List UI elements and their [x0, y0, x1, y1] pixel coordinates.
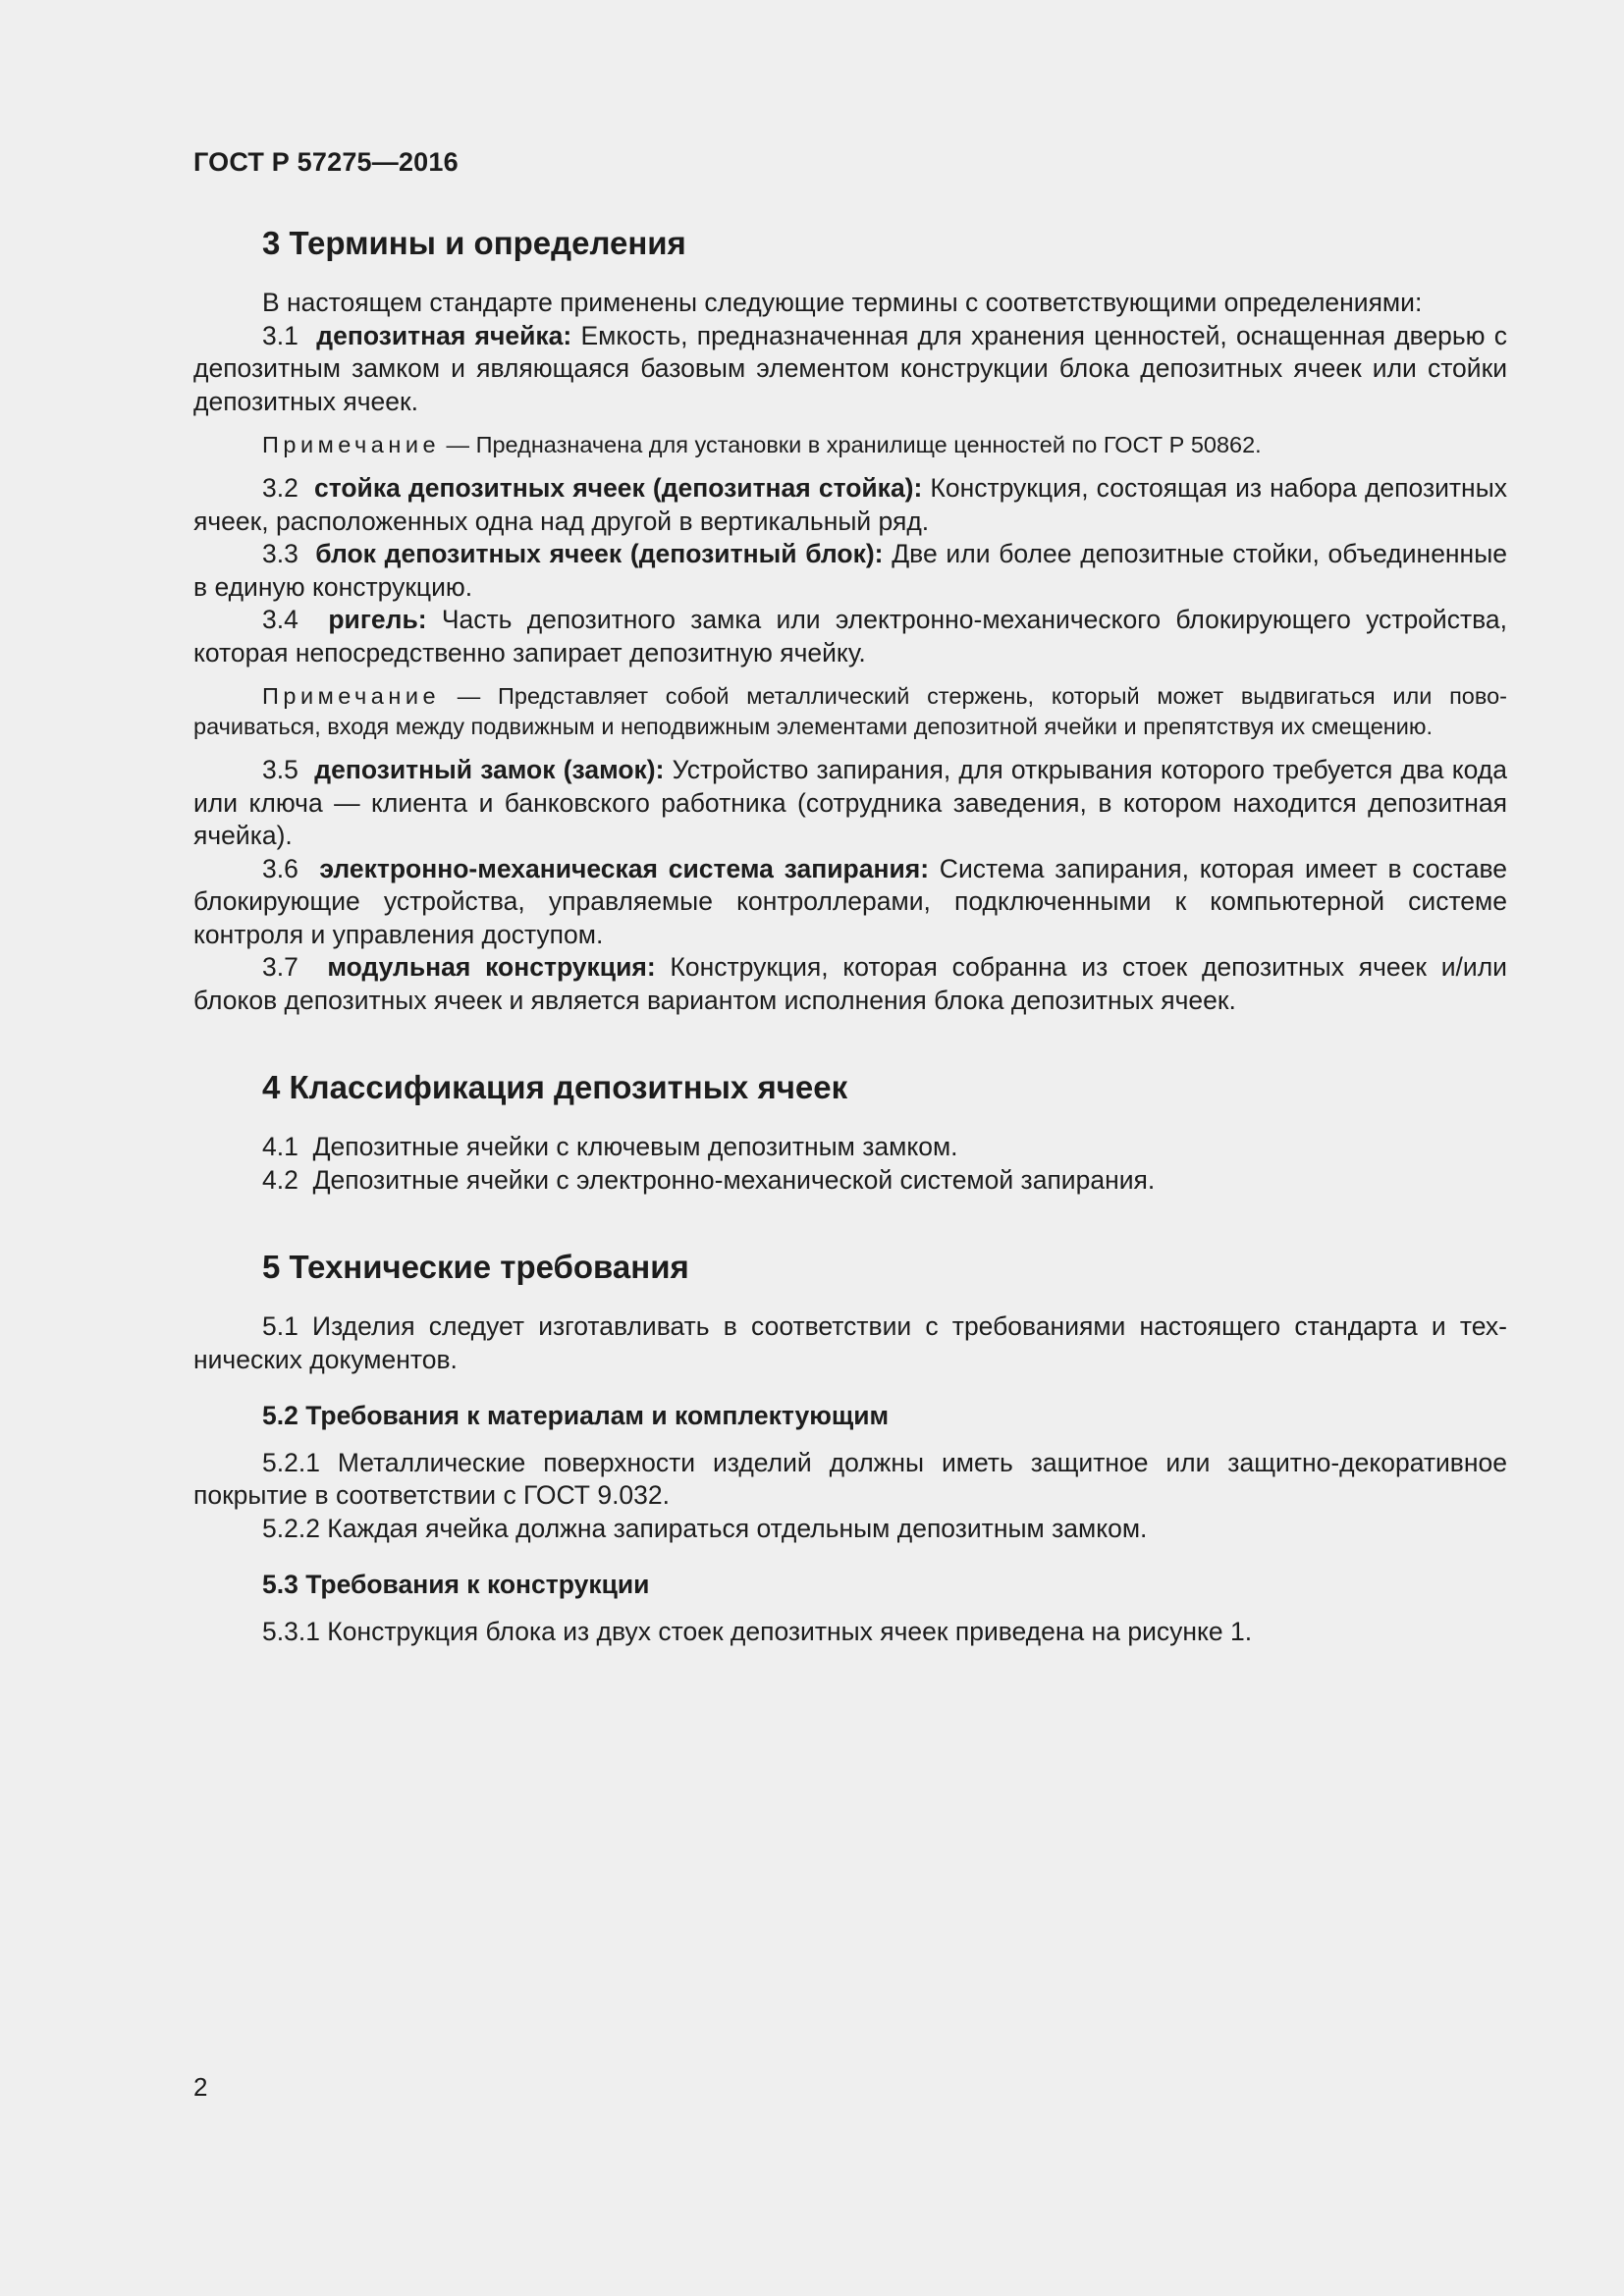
- term-name: электронно-механическая система запирания:: [319, 853, 930, 883]
- term-number: 3.4: [262, 605, 329, 634]
- item-5-2-2: 5.2.2 Каждая ячейка должна запираться отдельным депозитным замком.: [262, 1513, 1148, 1543]
- term-definition: Емкость, предназначенная для хранения ценностей, оснащенная дверью с депозитным замком и являющаяся базовым элементом конструкции блока депозитных ячеек или стойки депозитных ячеек.: [193, 320, 1507, 416]
- item-5-2-1: 5.2.1 Металлические поверхности изделий должны иметь защитное или защитно-декоративное покрытие в соответствии с ГОСТ 9.032.: [193, 1447, 1507, 1510]
- note-2: [193, 681, 1507, 742]
- term-name: депозитная ячейка:: [316, 320, 572, 350]
- note-1: [193, 430, 1507, 460]
- term-name: ригель:: [328, 605, 427, 634]
- term-3-5: [193, 754, 1507, 853]
- page-number: 2: [193, 2072, 208, 2102]
- note-label: Примечание: [262, 432, 441, 457]
- term-number: 3.7: [262, 952, 328, 982]
- term-3-6: [193, 853, 1507, 952]
- term-3-4: [193, 604, 1507, 669]
- document-header: ГОСТ Р 57275—2016: [193, 147, 459, 177]
- term-name: депозитный замок (замок):: [314, 755, 665, 784]
- term-definition: Устройство запирания, для открывания которого требуется два кода или ключа — клиента и банковского работника (сотрудника заведения, в котором находится депозитная ячейка).: [193, 755, 1507, 850]
- term-number: 3.1: [262, 320, 317, 350]
- term-3-2: [193, 472, 1507, 538]
- term-number: 3.6: [262, 853, 320, 883]
- term-definition: Система запирания, которая имеет в составе блокирующие устройства, управляемые контроллерами, подключенными к компьютерной системе контроля и управления доступом.: [193, 853, 1507, 949]
- item-5-3-1: 5.3.1 Конструкция блока из двух стоек депозитных ячеек приведена на рисунке 1.: [262, 1616, 1253, 1646]
- term-3-3: [193, 538, 1507, 604]
- section-3-title: 3 Термины и определения: [262, 225, 686, 261]
- note-label: Примечание: [262, 683, 441, 709]
- term-3-7: [193, 951, 1507, 1017]
- item-5-1: 5.1 Изделия следует изготавливать в соответствии с требованиями настоящего стандарта и технических документов.: [193, 1311, 1507, 1374]
- section-4-title: 4 Классификация депозитных ячеек: [262, 1069, 848, 1105]
- term-definition: Конструкция, состоящая из набора депозитных ячеек, расположенных одна над другой в вертикальный ряд.: [193, 473, 1507, 536]
- term-name: стойка депозитных ячеек (депозитная стойка):: [314, 473, 923, 503]
- subsection-5-2-title: 5.2 Требования к материалам и комплектующим: [262, 1401, 890, 1430]
- term-3-1: [193, 320, 1507, 419]
- term-name: модульная конструкция:: [327, 952, 656, 982]
- item-4-2: 4.2 Депозитные ячейки с электронно-механической системой запирания.: [262, 1164, 1156, 1195]
- subsection-5-3-title: 5.3 Требования к конструкции: [262, 1570, 650, 1599]
- document-body: [193, 224, 1507, 1648]
- term-number: 3.5: [262, 755, 315, 784]
- term-name: блок депозитных ячеек (депозитный блок):: [315, 539, 884, 568]
- term-definition: Две или более депозитные стойки, объединенные в единую конструкцию.: [193, 539, 1507, 602]
- note-text: — Предназначена для установки в хранилище ценностей по ГОСТ Р 50862.: [440, 432, 1262, 457]
- term-number: 3.2: [262, 473, 314, 503]
- note-text: — Представляет собой металлический стержень, который может выдвигаться или поворачиваться, входя между подвижным и неподвижным элементами депозитной ячейки и препятствуя их смещению.: [193, 683, 1507, 739]
- section-5-title: 5 Технические требования: [262, 1249, 689, 1285]
- term-definition: Часть депозитного замка или электронно-механического блокирующего устройства, которая непосредственно запирает депозитную ячейку.: [193, 605, 1507, 667]
- term-number: 3.3: [262, 539, 316, 568]
- item-4-1: 4.1 Депозитные ячейки с ключевым депозитным замком.: [262, 1132, 958, 1161]
- section-3-intro: В настоящем стандарте применены следующие термины с соответствующими определениями:: [262, 288, 1423, 317]
- term-definition: Конструкция, которая собранна из стоек депозитных ячеек и/или блоков депозитных ячеек и является вариантом исполнения блока депозитных ячеек.: [193, 952, 1507, 1015]
